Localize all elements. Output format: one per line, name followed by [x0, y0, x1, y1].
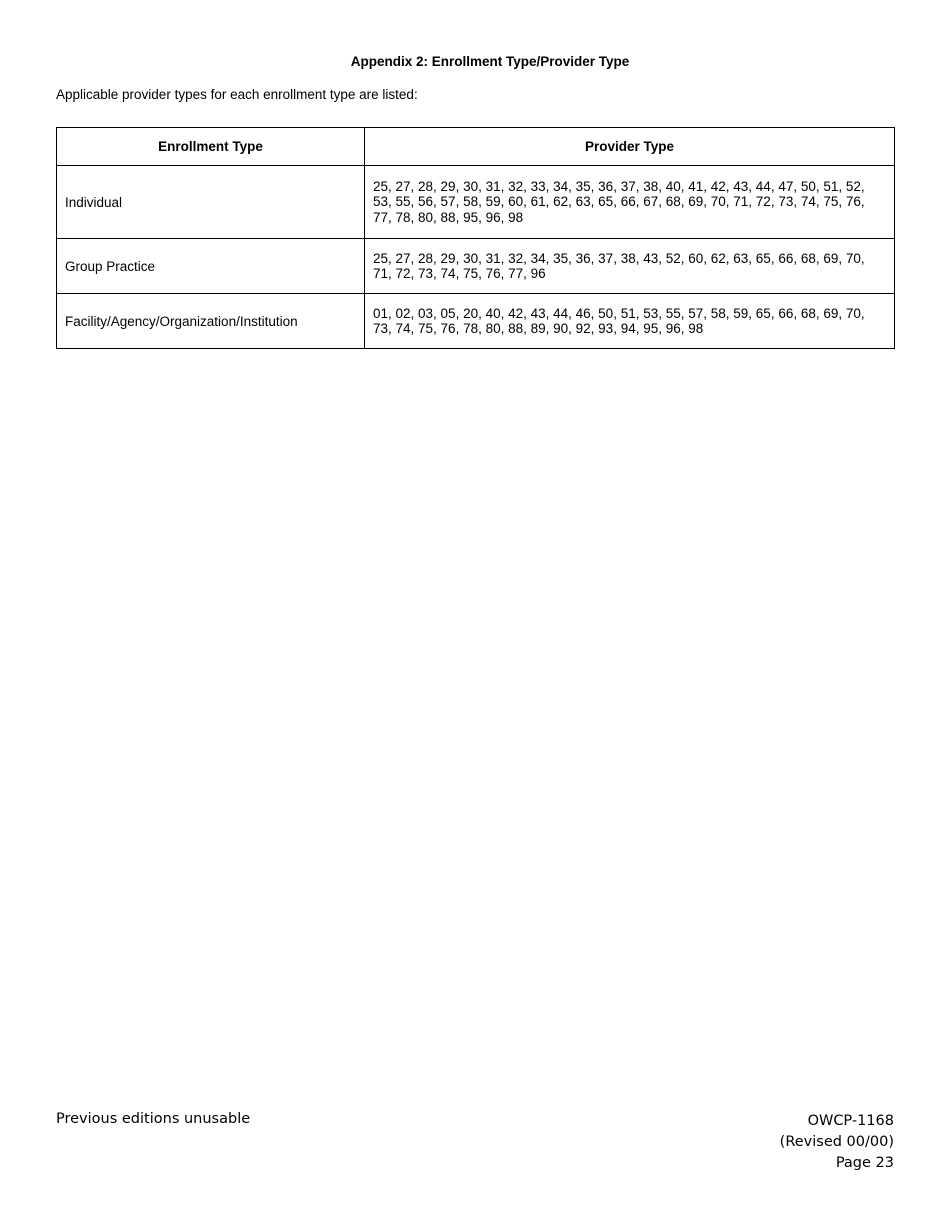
page-number: Page 23 — [835, 1155, 894, 1171]
table-header-row — [57, 128, 895, 166]
enrollment-type-cell: Individual — [57, 166, 365, 239]
revision-date: (Revised 00/00) — [779, 1134, 894, 1150]
table-row — [57, 294, 895, 349]
provider-type-cell: 01, 02, 03, 05, 20, 40, 42, 43, 44, 46, 50, 51, 53, 55, 57, 58, 59, 65, 66, 68, 69, 70, 73, 74, 75, 76, 78, 80, 88, 89, 90, 92, 93, 94, 95, 96, 98 — [365, 294, 895, 349]
page-title: Appendix 2: Enrollment Type/Provider Type — [350, 54, 630, 69]
intro-text: Applicable provider types for each enrollment type are listed: — [56, 87, 418, 102]
provider-type-cell: 25, 27, 28, 29, 30, 31, 32, 33, 34, 35, 36, 37, 38, 40, 41, 42, 43, 44, 47, 50, 51, 52, 53, 55, 56, 57, 58, 59, 60, 61, 62, 63, 65, 66, 67, 68, 69, 70, 71, 72, 73, 74, 75, 76, 77, 78, 80, 88, 95, 96, 98 — [365, 166, 895, 239]
footer-editions-note: Previous editions unusable — [56, 1111, 251, 1127]
form-number: OWCP-1168 — [807, 1113, 894, 1129]
table-row — [57, 166, 895, 239]
enrollment-type-cell: Group Practice — [57, 239, 365, 294]
provider-type-cell: 25, 27, 28, 29, 30, 31, 32, 34, 35, 36, 37, 38, 43, 52, 60, 62, 63, 65, 66, 68, 69, 70, 71, 72, 73, 74, 75, 76, 77, 96 — [365, 239, 895, 294]
enrollment-provider-table — [56, 127, 895, 349]
column-header-enrollment-type: Enrollment Type — [57, 128, 365, 166]
enrollment-type-cell: Facility/Agency/Organization/Institution — [57, 294, 365, 349]
column-header-provider-type: Provider Type — [365, 128, 895, 166]
table-row — [57, 239, 895, 294]
footer-form-info — [780, 1111, 894, 1174]
